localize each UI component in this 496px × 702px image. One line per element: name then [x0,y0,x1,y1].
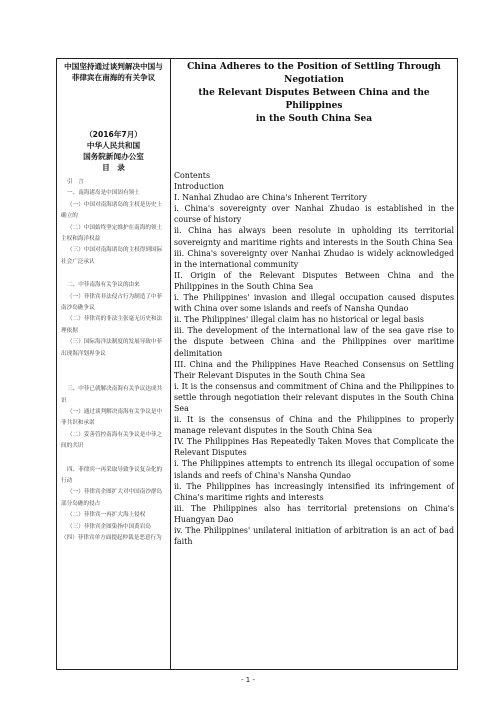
toc-item: （一）中国对南海诸岛的主权是历史上确立的 [61,201,163,220]
toc-item: （一）通过谈判解决南海有关争议是中菲共识和承诺 [61,408,163,427]
toc-item: 三、中菲已就解决南海有关争议达成共识 [61,386,163,404]
chinese-org-office: 国务院新闻办公室 [83,152,144,161]
toc-item: （二）菲律宾的非法主张毫无历史和法理依据 [61,316,163,334]
toc-item: I. Nanhai Zhudao are China's Inherent Territory [174,193,367,203]
chinese-toc [61,177,166,544]
chinese-publisher-block [61,129,166,173]
toc-item: 一、南海诸岛是中国固有领土 [67,190,140,197]
toc-item: Introduction [174,182,224,192]
english-title-line: China Adheres to the Position of Settling Through [187,62,441,72]
chinese-org-country: 中华人民共和国 [86,141,141,150]
english-toc [174,170,454,547]
toc-item: IV. The Philippines Has Repeatedly Taken Moves that Complicate the Relevant Disputes [174,437,454,458]
toc-item: （二）菲律宾一再扩大海上侵权 [67,512,146,519]
toc-item: （三）国际海洋法制度的发展导致中菲出现海洋划界争议 [61,339,163,357]
toc-item: III. China and the Philippines Have Reached Consensus on Settling Their Relevant Disputes in the South China Sea [174,359,454,380]
toc-item: iii. The Philippines also has territorial pretensions on China's Huangyan Dao [174,503,454,524]
toc-heading: Contents [174,171,211,180]
english-title-line: the Relevant Disputes Between China and the [198,88,430,98]
toc-item: ii. China has always been resolute in upholding its territorial sovereignty and maritime rights and interests in the South China Sea [174,226,454,247]
toc-item: II. Origin of the Relevant Disputes Between China and the Philippines in the South China Sea [174,270,454,291]
english-title-line: in the South China Sea [255,114,373,124]
toc-item: （三）中国对南海诸岛的主权得到国际社会广泛承认 [61,247,163,265]
toc-item: （四）菲律宾单方面提起仲裁是恶意行为 [61,534,162,541]
toc-item: ii. The Philippines' illegal claim has no historical or legal basis [174,315,424,325]
toc-item: 引 言 [67,179,84,185]
toc-item: （三）菲律宾企图染指中国黄岩岛 [67,523,151,530]
chinese-toc-heading: 目 录 [102,163,125,172]
english-column [171,59,457,669]
toc-item: i. The Philippines attempts to entrench its illegal occupation of some islands and reefs of China's Nansha Qundao [174,459,454,480]
toc-item: 二、中菲南海有关争议的由来 [67,282,140,289]
toc-item: （二）中国始终坚定维护在南海的领土主权和海洋权益 [61,224,163,243]
toc-item: i. It is the consensus and commitment of China and the Philippines to settle through negotiation their relevant disputes in the South China Sea [174,381,454,413]
toc-item: iv. The Philippines' unilateral initiation of arbitration is an act of bad faith [174,526,454,547]
toc-item: 四、菲律宾一再采取导致争议复杂化的行动 [61,466,163,484]
toc-item: ii. It is the consensus of China and the Philippines to properly manage relevant disputes in the South China Sea [174,415,454,436]
toc-item: iii. China's sovereignty over Nanhai Zhudao is widely acknowledged in the international community [174,248,454,269]
chinese-title: 中国坚持通过谈判解决中国与菲律宾在南海的有关争议 [64,62,163,82]
chinese-date: （2016年7月） [85,130,142,139]
english-title-line: Philippines [285,101,343,111]
page-number: - 1 - [241,676,255,684]
toc-item: i. The Philippines' invasion and illegal occupation caused disputes with China over some islands and reefs of Nansha Qundao [174,293,454,314]
bilingual-table [56,58,458,670]
toc-item: i. China's sovereignty over Nanhai Zhudao is established in the course of history [174,204,454,225]
english-title-line: Negotiation [284,75,344,85]
toc-item: （一）菲律宾企图扩大对中国南沙群岛部分岛礁的侵占 [61,489,163,507]
toc-item: （一）菲律宾非法侵占行为制造了中菲南沙岛礁争议 [61,293,163,312]
chinese-column [57,59,171,669]
toc-item: ii. The Philippines has increasingly intensified its infringement of China's maritime rights and interests [174,481,454,502]
toc-item: （二）妥善管控南海有关争议是中菲之间的共识 [61,431,163,450]
toc-item: iii. The development of the international law of the sea gave rise to the dispute between China and the Philippines over maritime delimitation [174,326,454,358]
